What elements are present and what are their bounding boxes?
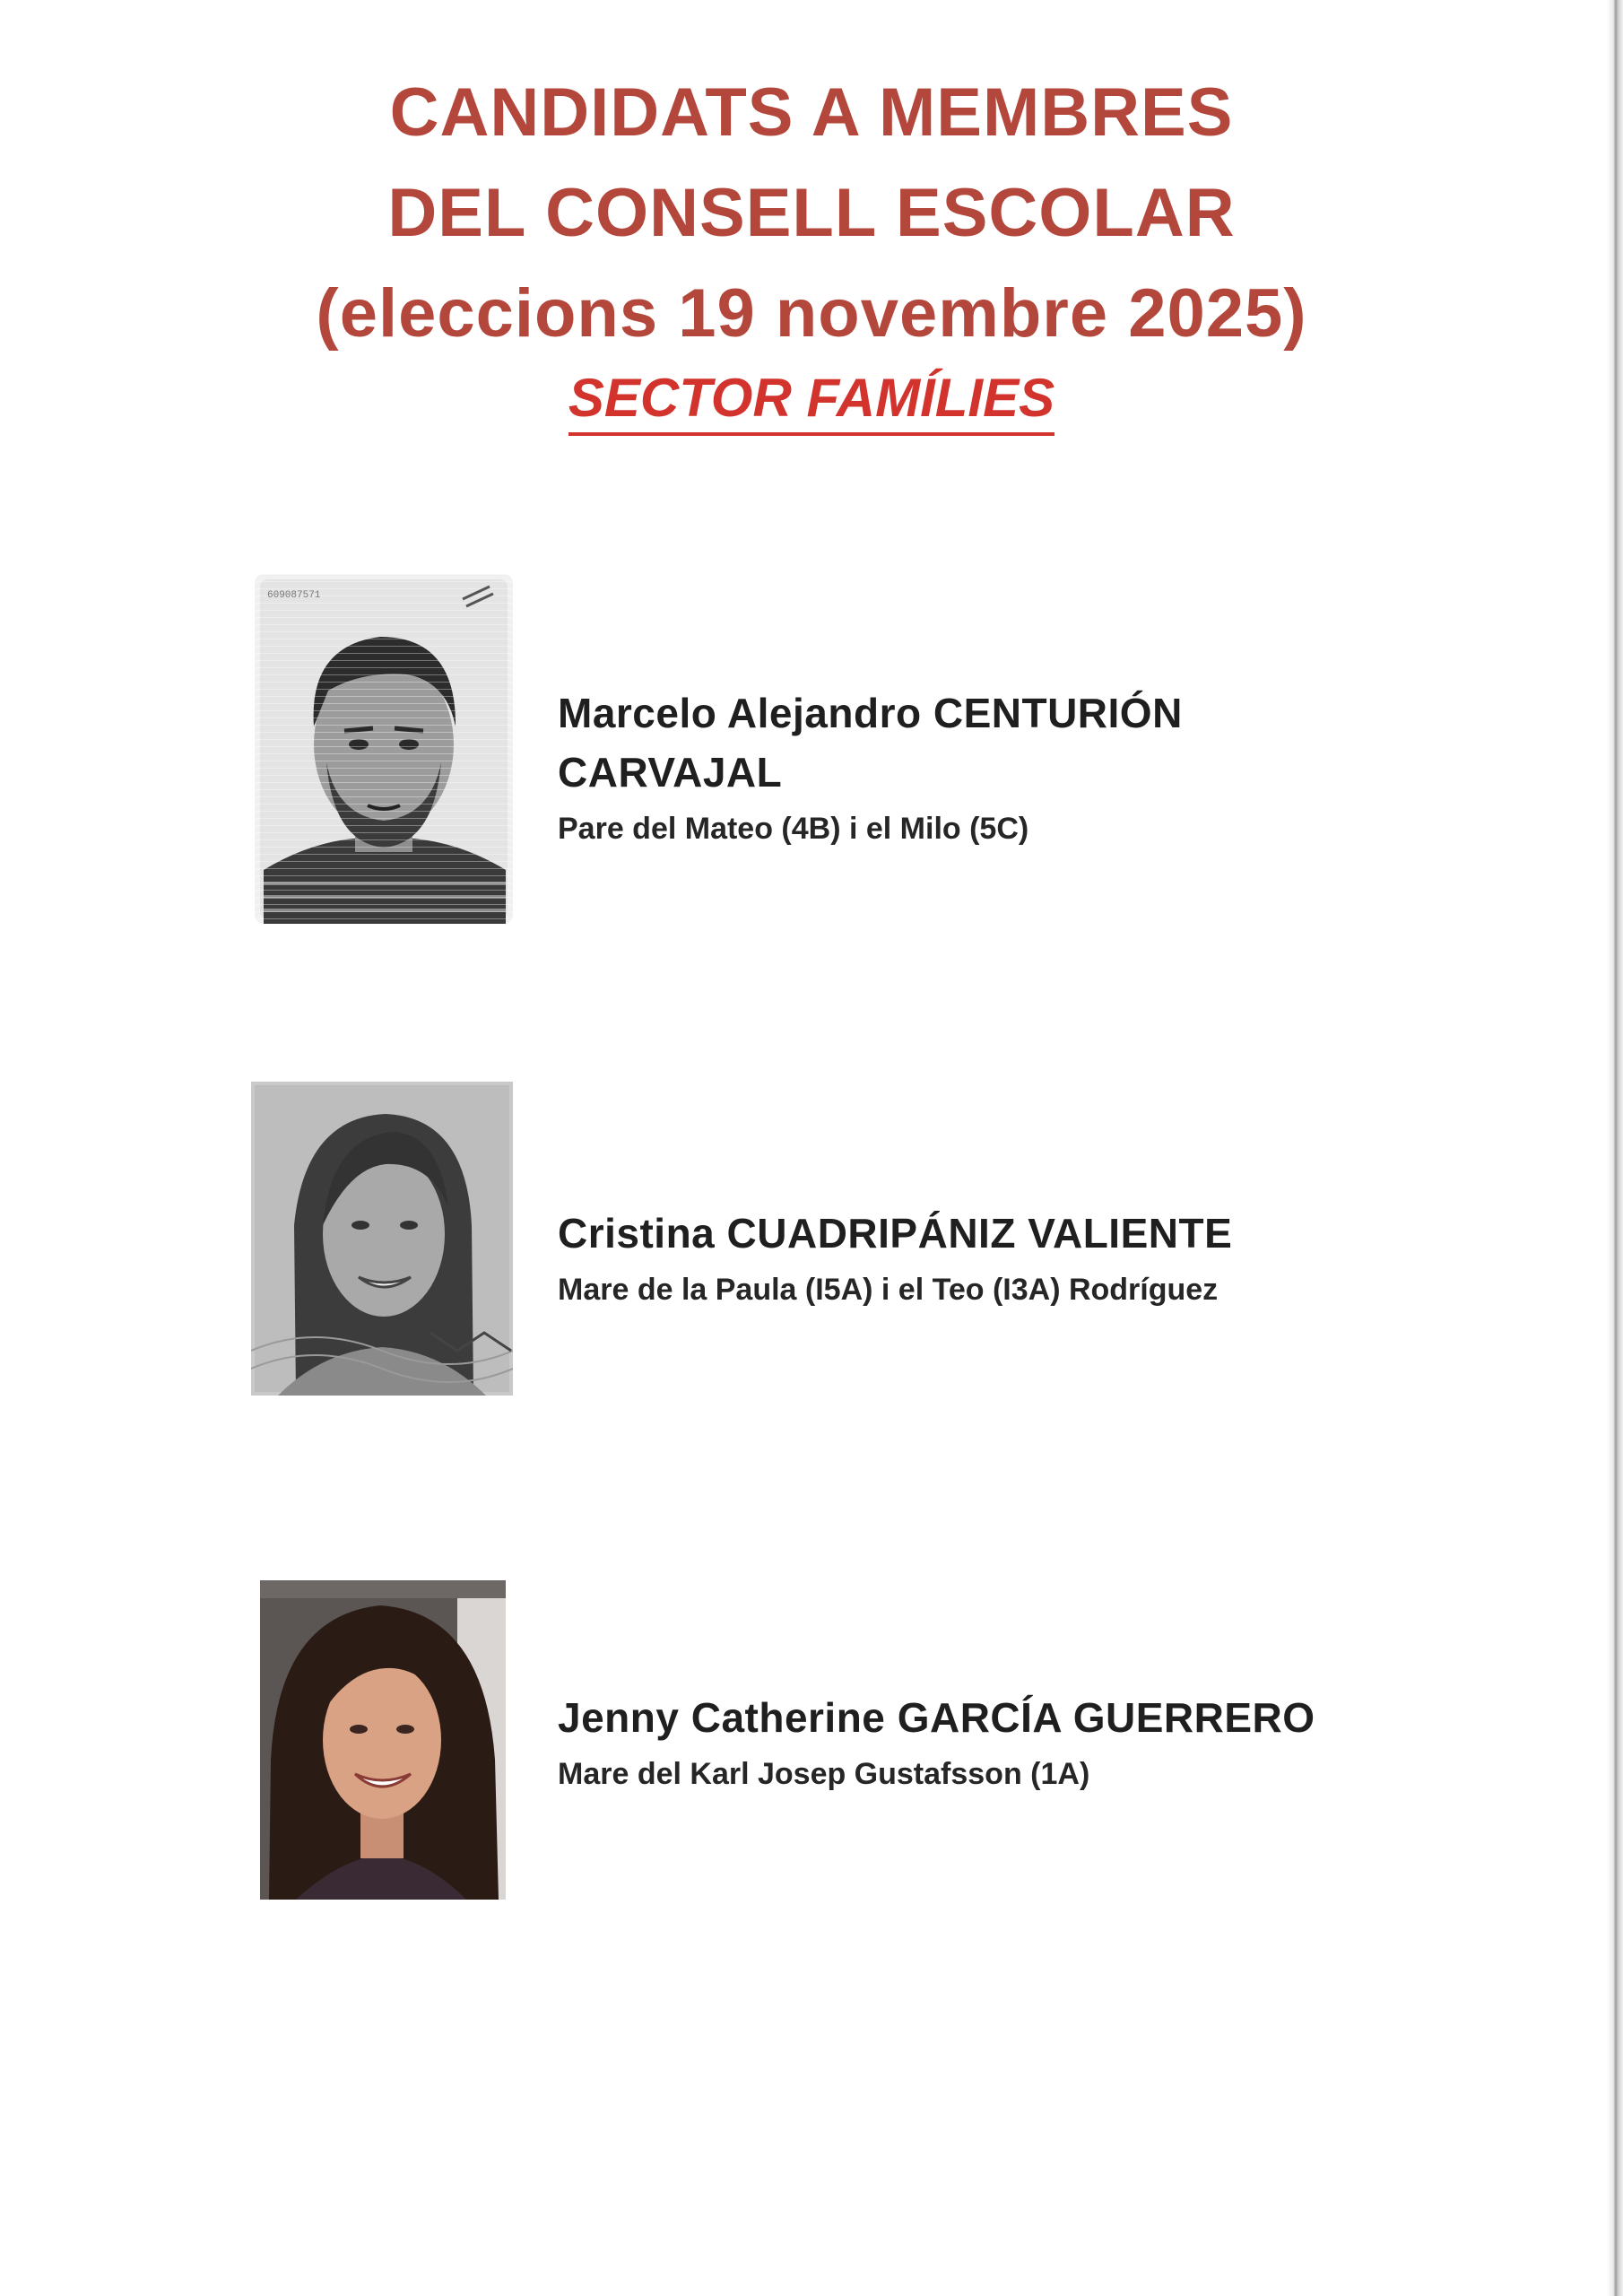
title-line-3: (eleccions 19 novembre 2025) <box>316 275 1307 352</box>
candidate-2-photo <box>251 1082 513 1396</box>
candidate-2-given-name: Cristina <box>558 1210 716 1257</box>
title-line-2: DEL CONSELL ESCOLAR <box>387 175 1236 251</box>
candidate-3-name <box>558 1688 1315 1747</box>
candidate-1-given-name: Marcelo Alejandro <box>558 690 922 736</box>
candidate-3-photo <box>260 1580 506 1900</box>
candidate-3-relation: Mare del Karl Josep Gustafsson (1A) <box>558 1757 1090 1791</box>
candidate-2-name <box>558 1204 1232 1263</box>
candidate-3-given-name: Jenny Catherine <box>558 1694 886 1741</box>
sector-heading: SECTOR FAMÍLIES <box>568 366 1055 436</box>
candidate-3-surname: GARCÍA GUERRERO <box>897 1694 1315 1741</box>
candidate-2-info <box>558 1204 1232 1311</box>
candidate-1-surname-1: CENTURIÓN <box>933 690 1183 736</box>
candidate-1-surname-2: CARVAJAL <box>558 749 783 796</box>
document-header <box>0 63 1623 436</box>
candidate-1-info <box>558 683 1183 850</box>
candidate-1-relation: Pare del Mateo (4B) i el Milo (5C) <box>558 812 1029 846</box>
candidate-2-surname: CUADRIPÁNIZ VALIENTE <box>726 1210 1233 1257</box>
candidate-1-photo <box>255 574 513 924</box>
candidate-1-name-line-1 <box>558 683 1183 743</box>
candidate-3-info <box>558 1688 1315 1796</box>
title-line-1: CANDIDATS A MEMBRES <box>389 74 1234 151</box>
candidate-1-photo-label: 609087571 <box>267 590 321 601</box>
candidate-2-relation: Mare de la Paula (I5A) i el Teo (I3A) Rodríguez <box>558 1273 1219 1307</box>
